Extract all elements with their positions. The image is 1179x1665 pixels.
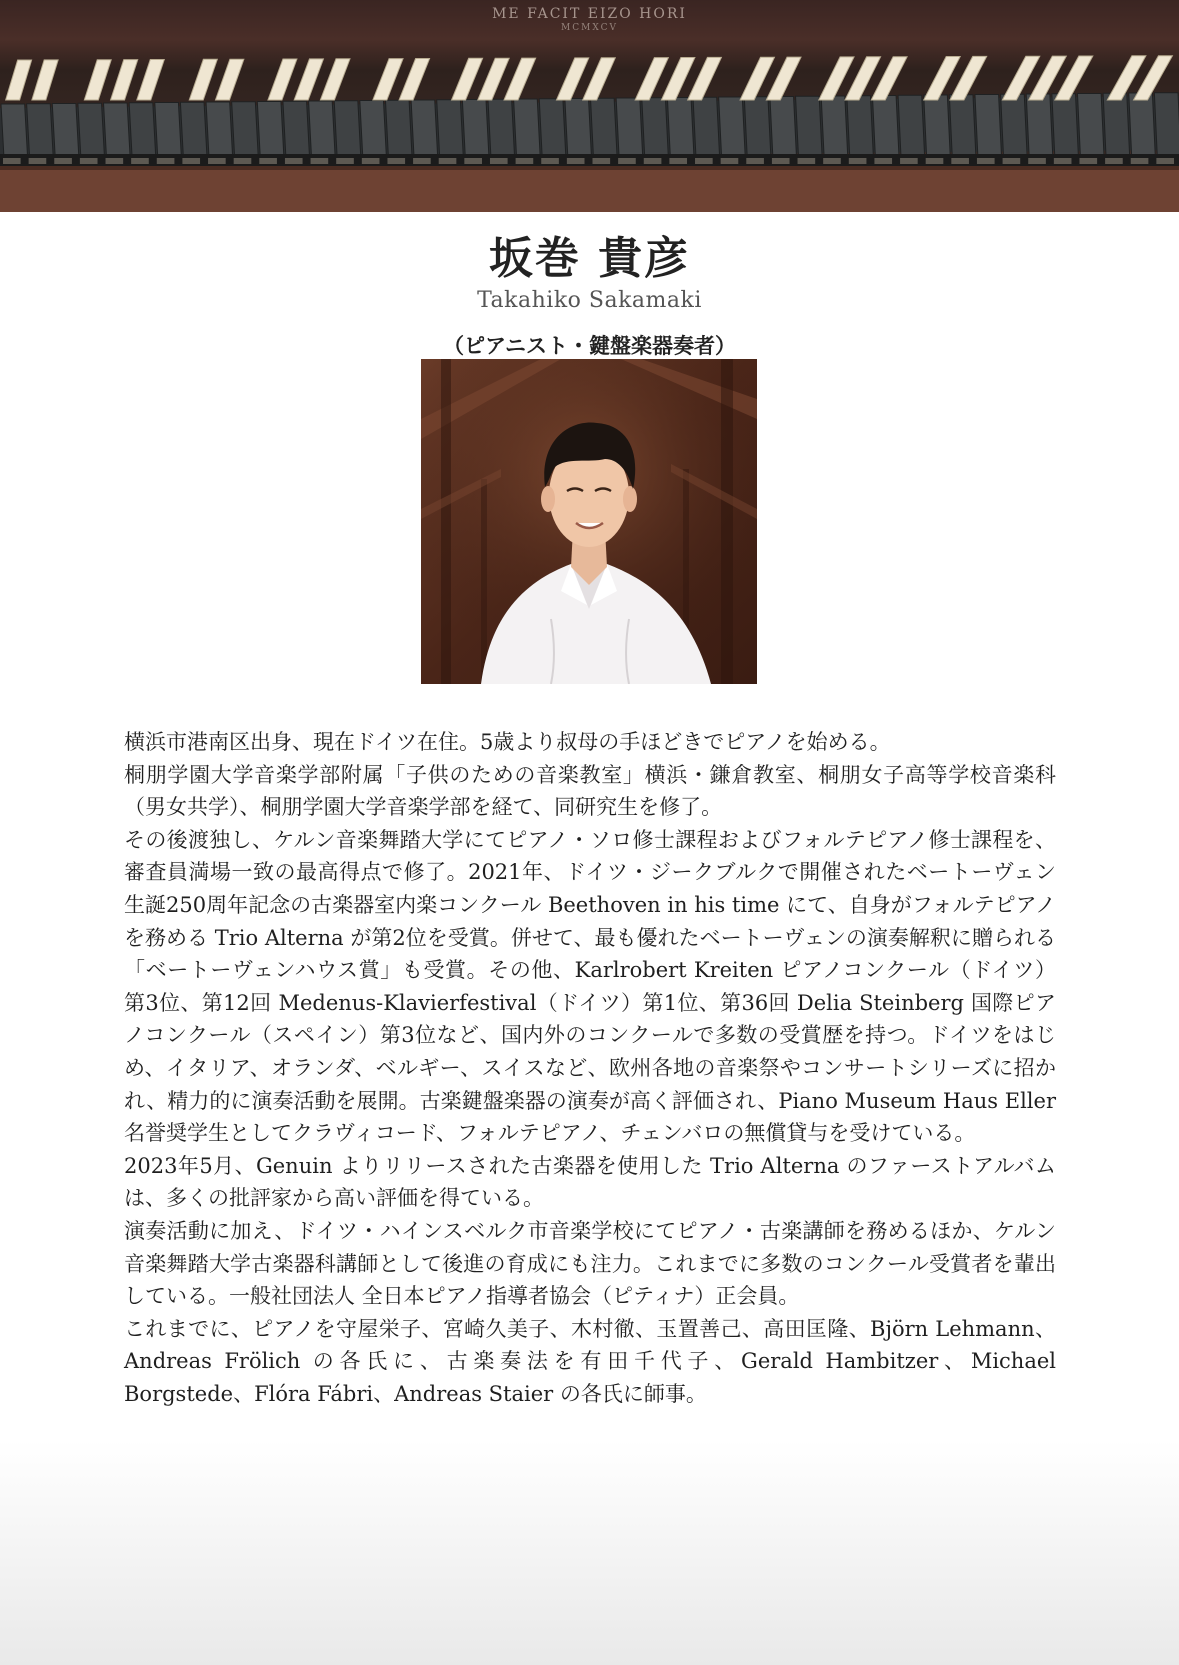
page-title: 坂巻 貴彦: [488, 233, 691, 284]
key-front: [1079, 158, 1097, 164]
natural-key: [104, 103, 131, 158]
key-front: [54, 158, 72, 164]
key-front: [1054, 158, 1072, 164]
sharp-key: [478, 58, 509, 100]
key-front: [208, 158, 226, 164]
natural-key: [129, 103, 156, 158]
keyboard-header-image: [0, 0, 1179, 212]
natural-key: [1, 104, 28, 158]
sharp-key: [583, 58, 616, 100]
sharp-key: [320, 59, 350, 100]
bio-paragraph: その後渡独し、ケルン音楽舞踏大学にてピアノ・ソロ修士課程およびフォルテピアノ修士課程を、審査員満場一致の最高得点で修了。2021年、ドイツ・ジークブルクで開催されたベートーヴェン生誕250周年記念の古楽器室内楽コンクール Beethoven in his time にて、自身がフォルテピアノを務める Trio Alterna が第2位を受賞。併せて、最も優れたベートーヴェンの演奏解釈に贈られる「ベートーヴェンハウス賞」も受賞。その他、Karlrobert Kreiten ピアノコンクール（ドイツ）第3位、第12回 Medenus-Klavierfestival（ドイツ）第1位、第36回 Delia Steinberg 国際ピアノコンクール（スペイン）第3位など、国内外のコンクールで多数の受賞歴を持つ。ドイツをはじめ、イタリア、オランダ、ベルギー、スイスなど、欧州各地の音楽祭やコンサートシリーズに招かれ、精力的に演奏活動を展開。古楽鍵盤楽器の演奏が高く評価され、Piano Museum Haus Eller 名誉奨学生としてクラヴィコード、フォルテピアノ、チェンバロの無償貸与を受けている。: [124, 827, 1056, 1146]
natural-key: [1001, 94, 1028, 158]
key-front: [131, 158, 149, 164]
sharp-key: [294, 59, 323, 100]
natural-key: [949, 95, 976, 158]
natural-key: [975, 95, 1002, 159]
key-front: [977, 158, 995, 164]
natural-key: [78, 103, 105, 158]
natural-key: [898, 95, 925, 158]
sharp-key: [635, 58, 668, 100]
sharp-key: [399, 59, 430, 101]
sharp-key: [452, 58, 483, 100]
sharp-key: [373, 59, 403, 100]
biography-text: [124, 726, 1056, 1410]
key-front: [823, 158, 841, 164]
key-front: [157, 158, 175, 164]
bio-paragraph: これまでに、ピアノを守屋栄子、宮崎久美子、木村徹、玉置善己、高田匡隆、Björn Lehmann、Andreas Frölich の各氏に、古楽奏法を有田千代子、Gerald Hambitzer、Michael Borgstede、Flóra Fábri、Andreas Staier の各氏に師事。: [124, 1316, 1056, 1406]
natural-key: [667, 98, 694, 159]
sharp-key: [215, 59, 243, 100]
natural-key: [1154, 93, 1179, 158]
key-front: [1028, 158, 1046, 164]
key-front: [1003, 158, 1021, 164]
natural-key: [155, 103, 182, 159]
key-front: [644, 158, 662, 164]
sharp-key: [32, 60, 58, 100]
natural-key: [1103, 93, 1130, 158]
key-front: [29, 158, 47, 164]
natural-key: [1026, 94, 1053, 158]
natural-key: [437, 100, 464, 158]
natural-key: [1077, 94, 1104, 159]
key-front: [926, 158, 944, 164]
key-front: [106, 158, 124, 164]
natural-key: [642, 98, 669, 158]
bio-paragraph: 桐朋学園大学音楽学部附属「子供のための音楽教室」横浜・鎌倉教室、桐朋女子高等学校音楽科（男女共学）、桐朋学園大学音楽学部を経て、同研究生を修了。: [124, 762, 1056, 820]
key-front: [182, 158, 200, 164]
key-front: [362, 158, 380, 164]
sharp-key: [556, 58, 588, 100]
natural-key: [616, 98, 643, 158]
sharp-key: [137, 60, 165, 101]
key-front: [336, 158, 354, 164]
maker-inscription: ME FACIT EIZO HORI: [492, 6, 687, 22]
natural-key: [232, 102, 259, 158]
sharp-key: [189, 59, 217, 100]
natural-key: [847, 96, 874, 158]
natural-key: [411, 100, 438, 158]
natural-key: [693, 97, 720, 158]
natural-key: [27, 104, 54, 158]
natural-key: [1052, 94, 1079, 158]
natural-key: [385, 100, 412, 158]
natural-key: [283, 101, 310, 158]
natural-key: [924, 95, 951, 158]
key-front: [516, 158, 534, 164]
key-front: [618, 158, 636, 164]
natural-key: [591, 98, 618, 158]
natural-key: [770, 97, 797, 159]
natural-key: [821, 96, 848, 158]
key-front: [541, 158, 559, 164]
natural-key: [206, 102, 233, 158]
natural-key: [462, 100, 489, 159]
natural-key: [872, 96, 899, 159]
bio-paragraph: 2023年5月、Genuin よりリリースされた古楽器を使用した Trio Alterna のファーストアルバムは、多くの批評家から高い評価を得ている。: [124, 1153, 1056, 1211]
key-front: [439, 158, 457, 164]
key-front: [1105, 158, 1123, 164]
key-front: [490, 158, 508, 164]
natural-key: [514, 99, 541, 158]
key-front: [311, 158, 329, 164]
key-front: [798, 158, 816, 164]
key-front: [721, 158, 739, 164]
key-front: [772, 158, 790, 164]
bio-paragraph: 横浜市港南区出身、現在ドイツ在住。5歳より叔母の手ほどきでピアノを始める。: [124, 730, 891, 754]
maker-inscription-sub: MCMXCV: [561, 23, 618, 33]
natural-key: [796, 96, 823, 158]
key-front: [900, 158, 918, 164]
natural-key: [257, 102, 284, 159]
sharp-key: [111, 60, 138, 100]
sharp-key: [504, 58, 536, 100]
natural-key: [334, 101, 361, 158]
name-romanized: Takahiko Sakamaki: [477, 288, 702, 313]
natural-key: [180, 102, 207, 158]
key-front: [567, 158, 585, 164]
key-front: [234, 158, 252, 164]
key-front: [413, 158, 431, 164]
portrait-photo: [421, 359, 757, 684]
key-front: [951, 158, 969, 164]
key-front: [593, 158, 611, 164]
sharp-key: [6, 60, 32, 100]
natural-key: [744, 97, 771, 158]
key-front: [285, 158, 303, 164]
sharp-key: [688, 57, 722, 100]
key-front: [746, 158, 764, 164]
key-front: [1131, 158, 1149, 164]
key-front: [874, 158, 892, 164]
natural-key: [565, 99, 592, 159]
key-front: [669, 158, 687, 164]
natural-key: [360, 101, 387, 159]
sharp-key: [268, 59, 297, 100]
key-front: [80, 158, 98, 164]
sharp-key: [84, 60, 111, 100]
role-subtitle: （ピアニスト・鍵盤楽器奏者）: [443, 334, 736, 358]
key-front: [1156, 158, 1174, 164]
key-front: [695, 158, 713, 164]
key-front: [259, 158, 277, 164]
natural-key: [539, 99, 566, 158]
sharp-key: [661, 58, 695, 101]
natural-key: [52, 104, 79, 159]
key-front: [464, 158, 482, 164]
bio-paragraph: 演奏活動に加え、ドイツ・ハインスベルク市音楽学校にてピアノ・古楽講師を務めるほか、ケルン音楽舞踏大学古楽器科講師として後進の育成にも注力。これまでに多数のコンクール受賞者を輩出している。一般社団法人 全日本ピアノ指導者協会（ピティナ）正会員。: [124, 1218, 1056, 1309]
portrait-illustration: [421, 359, 757, 684]
natural-key: [309, 101, 336, 158]
key-front: [849, 158, 867, 164]
natural-key: [1129, 93, 1156, 158]
natural-key: [488, 99, 515, 158]
key-front: [3, 158, 21, 164]
key-front: [387, 158, 405, 164]
natural-key: [719, 97, 746, 158]
